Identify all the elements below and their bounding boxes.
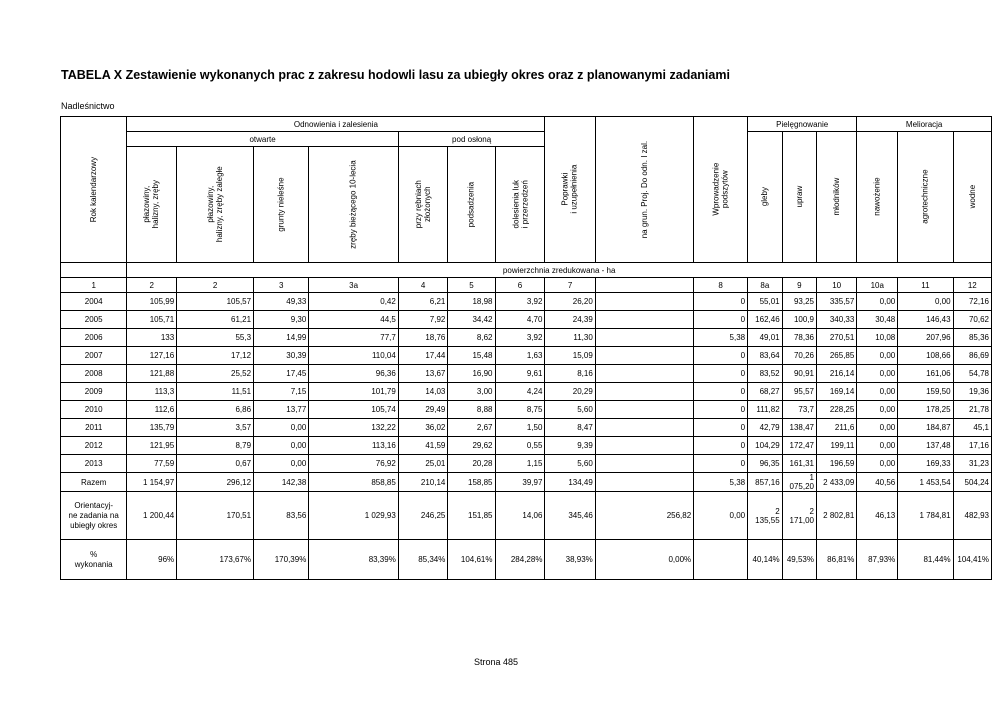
- col-plazowiny-header: płazowiny, halizny, zręby: [127, 147, 177, 263]
- table-cell: 1,50: [495, 419, 545, 437]
- table-cell: 113,16: [309, 437, 399, 455]
- table-cell: 169,33: [898, 455, 953, 473]
- column-number: 6: [495, 278, 545, 293]
- table-cell: 101,79: [309, 383, 399, 401]
- table-cell: 40,56: [857, 473, 898, 492]
- table-cell: 184,87: [898, 419, 953, 437]
- table-cell: 61,21: [177, 311, 254, 329]
- table-cell: 0,00: [694, 492, 748, 540]
- table-cell: 29,49: [398, 401, 448, 419]
- row-label: Razem: [61, 473, 127, 492]
- table-cell: 172,47: [782, 437, 816, 455]
- col-wodne-header: wodne: [953, 132, 991, 263]
- table-cell: 14,99: [254, 329, 309, 347]
- table-cell: [595, 473, 693, 492]
- column-number: 3a: [309, 278, 399, 293]
- melioracja-header: Melioracja: [857, 117, 992, 132]
- table-cell: 5,60: [545, 401, 595, 419]
- table-cell: 345,46: [545, 492, 595, 540]
- table-cell: 137,48: [898, 437, 953, 455]
- table-cell: 105,57: [177, 293, 254, 311]
- table-cell: 29,62: [448, 437, 495, 455]
- column-number: 4: [398, 278, 448, 293]
- table-cell: 8,88: [448, 401, 495, 419]
- table-cell: 113,3: [127, 383, 177, 401]
- table-cell: 335,57: [816, 293, 856, 311]
- table-cell: 46,13: [857, 492, 898, 540]
- row-label: 2011: [61, 419, 127, 437]
- table-cell: 132,22: [309, 419, 399, 437]
- col-przy-rebniach-header: przy rębniach złożonych: [398, 147, 448, 263]
- table-cell: 0,00: [857, 293, 898, 311]
- table-cell: 0: [694, 401, 748, 419]
- table-cell: 9,30: [254, 311, 309, 329]
- table-cell: 54,78: [953, 365, 991, 383]
- unit-row: powierzchnia zredukowana - ha: [127, 263, 992, 278]
- table-cell: 36,02: [398, 419, 448, 437]
- table-cell: 170,51: [177, 492, 254, 540]
- table-cell: [595, 311, 693, 329]
- table-cell: 0: [694, 365, 748, 383]
- table-cell: 19,36: [953, 383, 991, 401]
- col-poprawki-header: Poprawki i uzupełnienia: [545, 117, 595, 263]
- table-cell: 20,28: [448, 455, 495, 473]
- column-number: 10a: [857, 278, 898, 293]
- table-cell: 0: [694, 437, 748, 455]
- table-cell: 55,3: [177, 329, 254, 347]
- table-cell: 40,14%: [748, 540, 783, 580]
- table-row: [61, 455, 992, 473]
- table-cell: 858,85: [309, 473, 399, 492]
- odnowienia-header: Odnowienia i zalesienia: [127, 117, 545, 132]
- table-cell: 38,93%: [545, 540, 595, 580]
- table-row: [61, 293, 992, 311]
- table-row: [61, 473, 992, 492]
- table-cell: 5,60: [545, 455, 595, 473]
- orientation-row: [61, 492, 992, 540]
- table-cell: 105,99: [127, 293, 177, 311]
- table-cell: 45,1: [953, 419, 991, 437]
- column-number: 8: [694, 278, 748, 293]
- row-label: 2013: [61, 455, 127, 473]
- col-agrotechniczne-header: agrotechniczne: [898, 132, 953, 263]
- table-row: [61, 437, 992, 455]
- table-cell: 8,75: [495, 401, 545, 419]
- table-cell: 3,92: [495, 293, 545, 311]
- table-cell: 49,33: [254, 293, 309, 311]
- table-cell: 7,92: [398, 311, 448, 329]
- table-cell: [595, 293, 693, 311]
- table-row: [61, 365, 992, 383]
- table-cell: 72,16: [953, 293, 991, 311]
- table-cell: 17,12: [177, 347, 254, 365]
- table-cell: 211,6: [816, 419, 856, 437]
- table-cell: [694, 540, 748, 580]
- table-cell: 161,06: [898, 365, 953, 383]
- table-cell: 25,01: [398, 455, 448, 473]
- table-cell: 1,63: [495, 347, 545, 365]
- table-cell: 0,00: [857, 437, 898, 455]
- table-cell: 0,00: [254, 419, 309, 437]
- table-cell: 265,85: [816, 347, 856, 365]
- table-cell: 13,67: [398, 365, 448, 383]
- table-cell: 111,82: [748, 401, 783, 419]
- table-cell: 42,79: [748, 419, 783, 437]
- table-title: TABELA X Zestawienie wykonanych prac z zakresu hodowli lasu za ubiegły okres oraz z planowanymi zadaniami: [61, 68, 730, 82]
- table-cell: 256,82: [595, 492, 693, 540]
- table-cell: 162,46: [748, 311, 783, 329]
- forest-district-label: Nadleśnictwo: [61, 101, 115, 111]
- table-cell: 169,14: [816, 383, 856, 401]
- table-cell: 127,16: [127, 347, 177, 365]
- table-cell: 34,42: [448, 311, 495, 329]
- table-cell: 24,39: [545, 311, 595, 329]
- table-cell: 210,14: [398, 473, 448, 492]
- table-cell: 14,06: [495, 492, 545, 540]
- table-cell: 173,67%: [177, 540, 254, 580]
- year-header: Rok kalendarzowy: [61, 117, 127, 263]
- table-cell: 2 135,55: [748, 492, 783, 540]
- table-cell: 216,14: [816, 365, 856, 383]
- row-label: Orientacyj- ne zadania na ubiegły okres: [61, 492, 127, 540]
- table-cell: 70,26: [782, 347, 816, 365]
- column-number: 8a: [748, 278, 783, 293]
- col-mlodnikow-header: młodników: [816, 132, 856, 263]
- table-cell: [595, 419, 693, 437]
- table-cell: 246,25: [398, 492, 448, 540]
- table-cell: 2 171,00: [782, 492, 816, 540]
- col-zreby-10-lecia-header: zręby bieżącego 10-lecia: [309, 147, 399, 263]
- table-cell: 0: [694, 383, 748, 401]
- table-cell: 77,59: [127, 455, 177, 473]
- table-cell: 83,39%: [309, 540, 399, 580]
- col-grunty-nielesne-header: grunty nieleśne: [254, 147, 309, 263]
- col-dolesienia-header: dolesienia luk i przerzedzeń: [495, 147, 545, 263]
- table-cell: 1,15: [495, 455, 545, 473]
- table-cell: 39,97: [495, 473, 545, 492]
- table-cell: 0: [694, 347, 748, 365]
- table-cell: 105,74: [309, 401, 399, 419]
- table-cell: 7,15: [254, 383, 309, 401]
- table-cell: 14,03: [398, 383, 448, 401]
- column-numbers-row: [61, 278, 992, 293]
- row-label: 2012: [61, 437, 127, 455]
- table-cell: 0,00%: [595, 540, 693, 580]
- table-cell: 2,67: [448, 419, 495, 437]
- table-cell: 146,43: [898, 311, 953, 329]
- table-cell: 76,92: [309, 455, 399, 473]
- table-cell: 138,47: [782, 419, 816, 437]
- table-cell: 857,16: [748, 473, 783, 492]
- table-cell: 0: [694, 419, 748, 437]
- row-label: 2010: [61, 401, 127, 419]
- table-cell: 2 433,09: [816, 473, 856, 492]
- table-cell: 1 453,54: [898, 473, 953, 492]
- table-cell: 17,45: [254, 365, 309, 383]
- table-cell: 105,71: [127, 311, 177, 329]
- table-row: [61, 419, 992, 437]
- table-cell: 18,98: [448, 293, 495, 311]
- column-number: 11: [898, 278, 953, 293]
- table-cell: 0,00: [857, 347, 898, 365]
- table-cell: 0,42: [309, 293, 399, 311]
- table-cell: 100,9: [782, 311, 816, 329]
- table-cell: 284,28%: [495, 540, 545, 580]
- table-row: [61, 347, 992, 365]
- table-cell: 73,7: [782, 401, 816, 419]
- page-number: Strona 485: [473, 657, 519, 667]
- table-cell: 270,51: [816, 329, 856, 347]
- table-cell: 4,24: [495, 383, 545, 401]
- table-cell: 0: [694, 293, 748, 311]
- column-number: 7: [545, 278, 595, 293]
- table-cell: 0: [694, 311, 748, 329]
- table-cell: 133: [127, 329, 177, 347]
- table-cell: [595, 455, 693, 473]
- table-cell: 96,35: [748, 455, 783, 473]
- table-cell: 83,64: [748, 347, 783, 365]
- table-cell: 482,93: [953, 492, 991, 540]
- table-cell: 6,86: [177, 401, 254, 419]
- column-number: 12: [953, 278, 991, 293]
- table-cell: 25,52: [177, 365, 254, 383]
- table-cell: 0,00: [898, 293, 953, 311]
- table-cell: 49,53%: [782, 540, 816, 580]
- column-number: 2: [177, 278, 254, 293]
- table-cell: 85,34%: [398, 540, 448, 580]
- col-podszyty-header: Wprowadzenie podszytów: [694, 117, 748, 263]
- table-cell: 44,5: [309, 311, 399, 329]
- table-cell: 8,79: [177, 437, 254, 455]
- table-cell: 6,21: [398, 293, 448, 311]
- column-number: 9: [782, 278, 816, 293]
- table-cell: 9,61: [495, 365, 545, 383]
- table-cell: 30,48: [857, 311, 898, 329]
- table-cell: 77,7: [309, 329, 399, 347]
- table-cell: 121,95: [127, 437, 177, 455]
- table-cell: 134,49: [545, 473, 595, 492]
- table-cell: 1 154,97: [127, 473, 177, 492]
- otwarte-header: otwarte: [127, 132, 398, 147]
- table-cell: 87,93%: [857, 540, 898, 580]
- table-cell: [595, 347, 693, 365]
- table-cell: 3,00: [448, 383, 495, 401]
- table-cell: 31,23: [953, 455, 991, 473]
- table-cell: 1 075,20: [782, 473, 816, 492]
- table-cell: 112,6: [127, 401, 177, 419]
- table-cell: 26,20: [545, 293, 595, 311]
- col-gleby-header: gleby: [748, 132, 783, 263]
- table-cell: 159,50: [898, 383, 953, 401]
- table-cell: 3,57: [177, 419, 254, 437]
- table-cell: 9,39: [545, 437, 595, 455]
- table-cell: 17,44: [398, 347, 448, 365]
- table-cell: 161,31: [782, 455, 816, 473]
- column-number: 1: [61, 278, 127, 293]
- table-cell: 15,48: [448, 347, 495, 365]
- table-cell: [595, 437, 693, 455]
- table-cell: 70,62: [953, 311, 991, 329]
- table-cell: 1 200,44: [127, 492, 177, 540]
- row-label: 2008: [61, 365, 127, 383]
- table-cell: 228,25: [816, 401, 856, 419]
- table-cell: 96%: [127, 540, 177, 580]
- row-label: 2009: [61, 383, 127, 401]
- table-row: [61, 311, 992, 329]
- table-row: [61, 401, 992, 419]
- table-cell: [595, 401, 693, 419]
- table-cell: 207,96: [898, 329, 953, 347]
- table-cell: 8,16: [545, 365, 595, 383]
- table-cell: 108,66: [898, 347, 953, 365]
- column-number: [595, 278, 693, 293]
- table-cell: 196,59: [816, 455, 856, 473]
- table-cell: 21,78: [953, 401, 991, 419]
- table-cell: 340,33: [816, 311, 856, 329]
- table-cell: 8,62: [448, 329, 495, 347]
- table-cell: 85,36: [953, 329, 991, 347]
- table-cell: 10,08: [857, 329, 898, 347]
- row-label: 2004: [61, 293, 127, 311]
- col-podsadzenia-header: podsadzenia: [448, 147, 495, 263]
- table-cell: 104,41%: [953, 540, 991, 580]
- table-cell: 151,85: [448, 492, 495, 540]
- column-number: 2: [127, 278, 177, 293]
- row-label: 2006: [61, 329, 127, 347]
- table-cell: 142,38: [254, 473, 309, 492]
- table-cell: 41,59: [398, 437, 448, 455]
- table-row: [61, 383, 992, 401]
- row-label: % wykonania: [61, 540, 127, 580]
- table-cell: 96,36: [309, 365, 399, 383]
- table-cell: 0,00: [857, 383, 898, 401]
- pod-oslona-header: pod osłoną: [398, 132, 545, 147]
- table-cell: 5,38: [694, 329, 748, 347]
- column-number: 3: [254, 278, 309, 293]
- table-cell: 86,81%: [816, 540, 856, 580]
- table-cell: 0,67: [177, 455, 254, 473]
- column-number: 10: [816, 278, 856, 293]
- table-cell: 11,30: [545, 329, 595, 347]
- table-cell: 55,01: [748, 293, 783, 311]
- column-number: 5: [448, 278, 495, 293]
- table-cell: 0,00: [254, 437, 309, 455]
- table-cell: 0,00: [254, 455, 309, 473]
- table-cell: 3,92: [495, 329, 545, 347]
- table-cell: 0,00: [857, 365, 898, 383]
- pielegnowanie-header: Pielęgnowanie: [748, 117, 857, 132]
- table-cell: 17,16: [953, 437, 991, 455]
- table-cell: 296,12: [177, 473, 254, 492]
- percent-row: [61, 540, 992, 580]
- table-cell: 0,55: [495, 437, 545, 455]
- row-label: 2005: [61, 311, 127, 329]
- table-cell: 11,51: [177, 383, 254, 401]
- table-cell: 20,29: [545, 383, 595, 401]
- forest-works-table: [60, 116, 992, 580]
- table-cell: 95,57: [782, 383, 816, 401]
- table-cell: 504,24: [953, 473, 991, 492]
- table-cell: 0,00: [857, 401, 898, 419]
- table-cell: 158,85: [448, 473, 495, 492]
- table-cell: 78,36: [782, 329, 816, 347]
- table-cell: 110,04: [309, 347, 399, 365]
- table-cell: 83,52: [748, 365, 783, 383]
- table-cell: 178,25: [898, 401, 953, 419]
- table-cell: 18,76: [398, 329, 448, 347]
- table-cell: 49,01: [748, 329, 783, 347]
- table-cell: 4,70: [495, 311, 545, 329]
- table-cell: [595, 365, 693, 383]
- col-nawozenie-header: nawożenie: [857, 132, 898, 263]
- table-cell: 1 029,93: [309, 492, 399, 540]
- table-cell: 104,61%: [448, 540, 495, 580]
- table-cell: 68,27: [748, 383, 783, 401]
- table-cell: 86,69: [953, 347, 991, 365]
- table-cell: 1 784,81: [898, 492, 953, 540]
- table-cell: 13,77: [254, 401, 309, 419]
- table-cell: 15,09: [545, 347, 595, 365]
- table-cell: [595, 383, 693, 401]
- table-cell: 170,39%: [254, 540, 309, 580]
- col-upraw-header: upraw: [782, 132, 816, 263]
- table-cell: 8,47: [545, 419, 595, 437]
- table-cell: 30,39: [254, 347, 309, 365]
- table-cell: 121,88: [127, 365, 177, 383]
- row-label: 2007: [61, 347, 127, 365]
- table-cell: 81,44%: [898, 540, 953, 580]
- table-cell: 199,11: [816, 437, 856, 455]
- table-cell: 83,56: [254, 492, 309, 540]
- table-cell: 0,00: [857, 419, 898, 437]
- table-cell: 90,91: [782, 365, 816, 383]
- table-cell: [595, 329, 693, 347]
- col-plazowiny-zalegle-header: płazowiny, halizny, zręby zaległe: [177, 147, 254, 263]
- table-cell: 93,25: [782, 293, 816, 311]
- table-row: [61, 329, 992, 347]
- col-grunty-proj-header: na grun. Proj. Do odn. I zal.: [595, 117, 693, 263]
- table-cell: 0,00: [857, 455, 898, 473]
- unit-row-blank: [61, 263, 127, 278]
- table-cell: 135,79: [127, 419, 177, 437]
- table-cell: 104,29: [748, 437, 783, 455]
- table-cell: 16,90: [448, 365, 495, 383]
- table-cell: 5,38: [694, 473, 748, 492]
- table-cell: 2 802,81: [816, 492, 856, 540]
- table-cell: 0: [694, 455, 748, 473]
